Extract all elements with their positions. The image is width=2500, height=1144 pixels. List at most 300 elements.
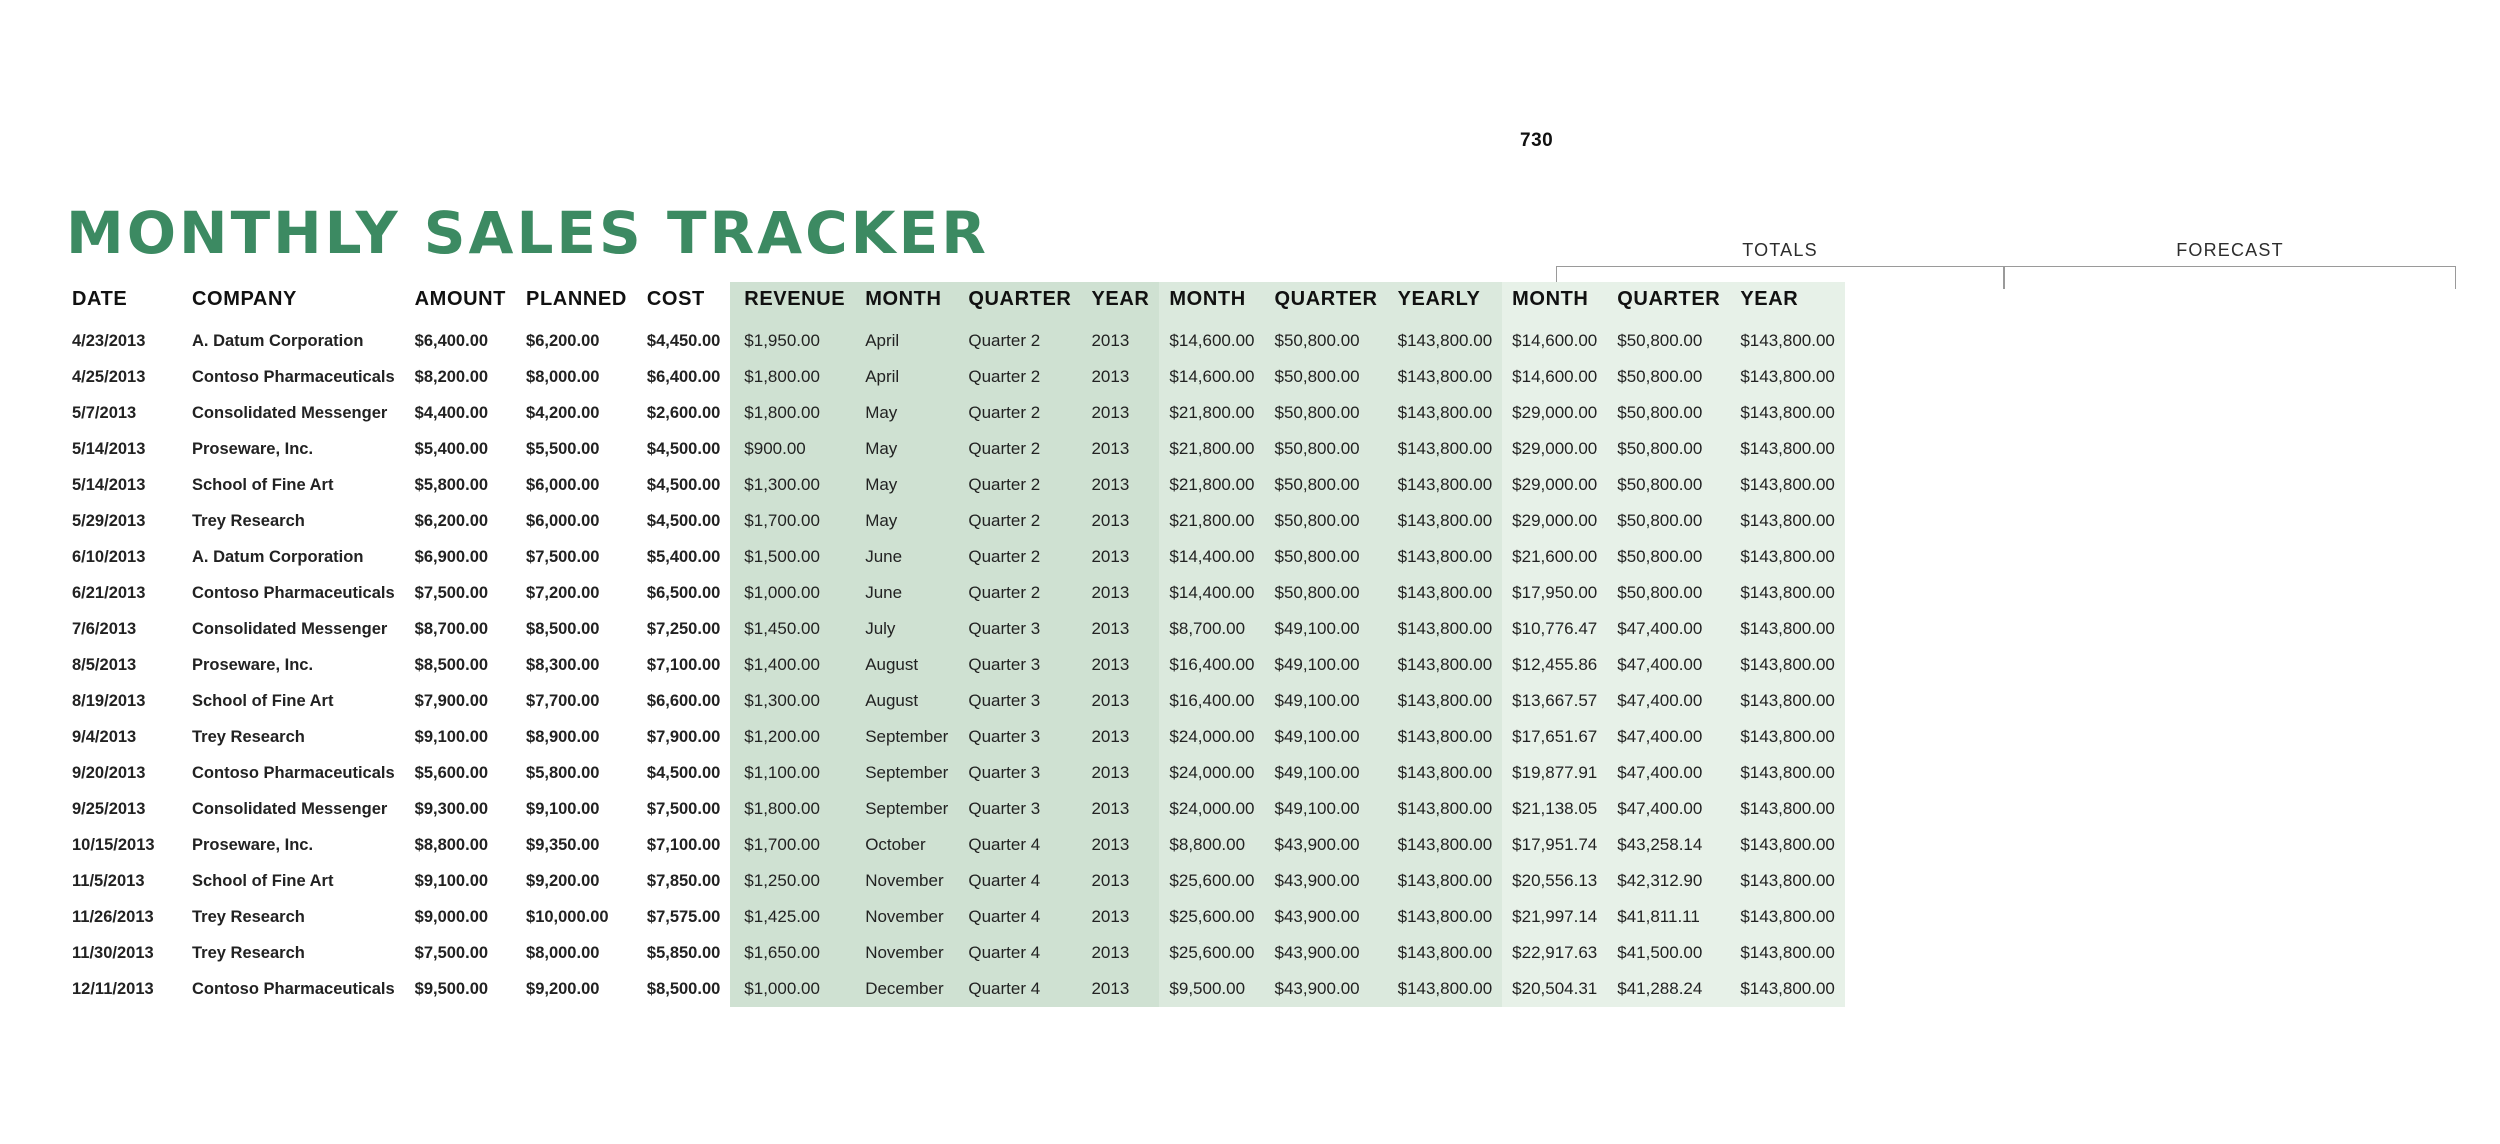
cell-year[interactable]: 2013	[1081, 611, 1159, 647]
cell-totals-month[interactable]: $14,400.00	[1159, 539, 1264, 575]
cell-date[interactable]: 12/11/2013	[72, 979, 154, 998]
column-header-forecast-quarter[interactable]: QUARTER	[1607, 282, 1730, 323]
cell-totals-quarter[interactable]: $43,900.00	[1265, 827, 1388, 863]
cell-cost[interactable]: $6,500.00	[646, 583, 721, 602]
cell-revenue[interactable]: $1,100.00	[730, 755, 855, 791]
cell-totals-quarter[interactable]: $50,800.00	[1265, 395, 1388, 431]
cell-forecast-quarter[interactable]: $50,800.00	[1607, 467, 1730, 503]
cell-forecast-year[interactable]: $143,800.00	[1730, 395, 1845, 431]
cell-planned[interactable]: $5,500.00	[526, 439, 600, 458]
cell-totals-yearly[interactable]: $143,800.00	[1388, 539, 1503, 575]
cell-revenue[interactable]: $1,500.00	[730, 539, 855, 575]
cell-quarter[interactable]: Quarter 3	[958, 755, 1081, 791]
cell-forecast-month[interactable]: $29,000.00	[1502, 467, 1607, 503]
cell-amount[interactable]: $4,400.00	[414, 403, 489, 422]
cell-totals-yearly[interactable]: $143,800.00	[1388, 395, 1503, 431]
cell-forecast-quarter[interactable]: $50,800.00	[1607, 323, 1730, 359]
cell-month[interactable]: June	[855, 539, 958, 575]
cell-cost[interactable]: $2,600.00	[646, 403, 721, 422]
cell-company[interactable]: Contoso Pharmaceuticals	[192, 763, 395, 782]
cell-forecast-quarter[interactable]: $41,500.00	[1607, 935, 1730, 971]
cell-totals-quarter[interactable]: $50,800.00	[1265, 539, 1388, 575]
cell-revenue[interactable]: $1,800.00	[730, 395, 855, 431]
cell-forecast-quarter[interactable]: $50,800.00	[1607, 359, 1730, 395]
cell-quarter[interactable]: Quarter 3	[958, 647, 1081, 683]
cell-forecast-year[interactable]: $143,800.00	[1730, 719, 1845, 755]
cell-company[interactable]: Contoso Pharmaceuticals	[192, 367, 395, 386]
cell-date[interactable]: 11/30/2013	[72, 943, 154, 962]
cell-month[interactable]: April	[855, 323, 958, 359]
cell-totals-quarter[interactable]: $50,800.00	[1265, 359, 1388, 395]
cell-cost[interactable]: $4,500.00	[646, 439, 721, 458]
cell-amount[interactable]: $9,000.00	[414, 907, 489, 926]
cell-totals-quarter[interactable]: $50,800.00	[1265, 575, 1388, 611]
column-header-month[interactable]: MONTH	[855, 282, 958, 323]
cell-month[interactable]: May	[855, 467, 958, 503]
cell-forecast-month[interactable]: $19,877.91	[1502, 755, 1607, 791]
cell-quarter[interactable]: Quarter 3	[958, 683, 1081, 719]
cell-amount[interactable]: $6,900.00	[414, 547, 489, 566]
cell-totals-month[interactable]: $9,500.00	[1159, 971, 1264, 1007]
cell-totals-quarter[interactable]: $49,100.00	[1265, 683, 1388, 719]
cell-planned[interactable]: $9,200.00	[526, 871, 600, 890]
cell-totals-quarter[interactable]: $50,800.00	[1265, 323, 1388, 359]
cell-quarter[interactable]: Quarter 4	[958, 899, 1081, 935]
cell-month[interactable]: May	[855, 395, 958, 431]
cell-cost[interactable]: $4,500.00	[646, 475, 721, 494]
cell-forecast-month[interactable]: $10,776.47	[1502, 611, 1607, 647]
cell-cost[interactable]: $7,500.00	[646, 799, 721, 818]
cell-totals-month[interactable]: $24,000.00	[1159, 755, 1264, 791]
cell-quarter[interactable]: Quarter 2	[958, 539, 1081, 575]
cell-date[interactable]: 4/25/2013	[72, 367, 146, 386]
cell-totals-yearly[interactable]: $143,800.00	[1388, 503, 1503, 539]
cell-company[interactable]: Consolidated Messenger	[192, 403, 388, 422]
cell-amount[interactable]: $8,700.00	[414, 619, 489, 638]
cell-totals-month[interactable]: $8,800.00	[1159, 827, 1264, 863]
cell-forecast-year[interactable]: $143,800.00	[1730, 575, 1845, 611]
cell-totals-yearly[interactable]: $143,800.00	[1388, 359, 1503, 395]
cell-planned[interactable]: $7,500.00	[526, 547, 600, 566]
cell-revenue[interactable]: $1,650.00	[730, 935, 855, 971]
cell-totals-month[interactable]: $24,000.00	[1159, 719, 1264, 755]
cell-date[interactable]: 5/29/2013	[72, 511, 146, 530]
cell-forecast-quarter[interactable]: $47,400.00	[1607, 647, 1730, 683]
cell-planned[interactable]: $6,000.00	[526, 511, 600, 530]
cell-month[interactable]: August	[855, 647, 958, 683]
cell-forecast-quarter[interactable]: $50,800.00	[1607, 431, 1730, 467]
cell-revenue[interactable]: $1,200.00	[730, 719, 855, 755]
column-header-date[interactable]: DATE	[72, 288, 128, 310]
cell-year[interactable]: 2013	[1081, 719, 1159, 755]
cell-totals-month[interactable]: $21,800.00	[1159, 467, 1264, 503]
cell-totals-month[interactable]: $16,400.00	[1159, 647, 1264, 683]
cell-planned[interactable]: $8,000.00	[526, 943, 600, 962]
cell-date[interactable]: 10/15/2013	[72, 835, 155, 854]
cell-totals-quarter[interactable]: $49,100.00	[1265, 791, 1388, 827]
cell-quarter[interactable]: Quarter 2	[958, 395, 1081, 431]
cell-company[interactable]: Contoso Pharmaceuticals	[192, 979, 395, 998]
cell-revenue[interactable]: $1,450.00	[730, 611, 855, 647]
column-header-company[interactable]: COMPANY	[192, 288, 297, 310]
column-header-totals-quarter[interactable]: QUARTER	[1265, 282, 1388, 323]
cell-cost[interactable]: $7,850.00	[646, 871, 721, 890]
cell-year[interactable]: 2013	[1081, 971, 1159, 1007]
cell-month[interactable]: December	[855, 971, 958, 1007]
cell-date[interactable]: 8/19/2013	[72, 691, 146, 710]
cell-month[interactable]: November	[855, 863, 958, 899]
cell-cost[interactable]: $5,400.00	[646, 547, 721, 566]
cell-forecast-year[interactable]: $143,800.00	[1730, 899, 1845, 935]
cell-date[interactable]: 7/6/2013	[72, 619, 137, 638]
cell-forecast-year[interactable]: $143,800.00	[1730, 431, 1845, 467]
cell-forecast-quarter[interactable]: $42,312.90	[1607, 863, 1730, 899]
cell-totals-yearly[interactable]: $143,800.00	[1388, 323, 1503, 359]
cell-totals-yearly[interactable]: $143,800.00	[1388, 647, 1503, 683]
cell-year[interactable]: 2013	[1081, 827, 1159, 863]
cell-totals-yearly[interactable]: $143,800.00	[1388, 827, 1503, 863]
cell-date[interactable]: 8/5/2013	[72, 655, 137, 674]
column-header-forecast-year[interactable]: YEAR	[1730, 282, 1845, 323]
cell-planned[interactable]: $9,350.00	[526, 835, 600, 854]
cell-company[interactable]: School of Fine Art	[192, 475, 334, 494]
cell-amount[interactable]: $9,100.00	[414, 871, 489, 890]
cell-company[interactable]: Proseware, Inc.	[192, 835, 314, 854]
cell-month[interactable]: September	[855, 755, 958, 791]
cell-forecast-quarter[interactable]: $50,800.00	[1607, 503, 1730, 539]
cell-forecast-month[interactable]: $17,950.00	[1502, 575, 1607, 611]
cell-totals-month[interactable]: $8,700.00	[1159, 611, 1264, 647]
cell-revenue[interactable]: $1,425.00	[730, 899, 855, 935]
cell-company[interactable]: Proseware, Inc.	[192, 439, 314, 458]
cell-company[interactable]: Trey Research	[192, 511, 305, 530]
cell-forecast-month[interactable]: $13,667.57	[1502, 683, 1607, 719]
cell-totals-quarter[interactable]: $50,800.00	[1265, 503, 1388, 539]
cell-planned[interactable]: $9,100.00	[526, 799, 600, 818]
cell-quarter[interactable]: Quarter 3	[958, 791, 1081, 827]
cell-revenue[interactable]: $1,700.00	[730, 503, 855, 539]
cell-amount[interactable]: $7,900.00	[414, 691, 489, 710]
cell-year[interactable]: 2013	[1081, 791, 1159, 827]
cell-forecast-quarter[interactable]: $47,400.00	[1607, 683, 1730, 719]
cell-year[interactable]: 2013	[1081, 863, 1159, 899]
cell-forecast-month[interactable]: $20,504.31	[1502, 971, 1607, 1007]
cell-date[interactable]: 5/14/2013	[72, 475, 146, 494]
cell-planned[interactable]: $6,000.00	[526, 475, 600, 494]
cell-revenue[interactable]: $1,400.00	[730, 647, 855, 683]
cell-forecast-year[interactable]: $143,800.00	[1730, 647, 1845, 683]
cell-revenue[interactable]: $1,700.00	[730, 827, 855, 863]
cell-amount[interactable]: $7,500.00	[414, 943, 489, 962]
cell-date[interactable]: 4/23/2013	[72, 331, 146, 350]
cell-totals-month[interactable]: $25,600.00	[1159, 935, 1264, 971]
cell-forecast-year[interactable]: $143,800.00	[1730, 935, 1845, 971]
cell-totals-quarter[interactable]: $49,100.00	[1265, 647, 1388, 683]
cell-year[interactable]: 2013	[1081, 359, 1159, 395]
cell-month[interactable]: May	[855, 431, 958, 467]
cell-forecast-year[interactable]: $143,800.00	[1730, 359, 1845, 395]
cell-forecast-year[interactable]: $143,800.00	[1730, 863, 1845, 899]
cell-totals-yearly[interactable]: $143,800.00	[1388, 611, 1503, 647]
cell-revenue[interactable]: $1,300.00	[730, 683, 855, 719]
cell-planned[interactable]: $7,200.00	[526, 583, 600, 602]
cell-totals-quarter[interactable]: $43,900.00	[1265, 935, 1388, 971]
cell-totals-yearly[interactable]: $143,800.00	[1388, 683, 1503, 719]
cell-forecast-month[interactable]: $17,951.74	[1502, 827, 1607, 863]
cell-revenue[interactable]: $1,000.00	[730, 575, 855, 611]
cell-forecast-year[interactable]: $143,800.00	[1730, 323, 1845, 359]
cell-totals-yearly[interactable]: $143,800.00	[1388, 863, 1503, 899]
cell-planned[interactable]: $6,200.00	[526, 331, 600, 350]
cell-totals-yearly[interactable]: $143,800.00	[1388, 791, 1503, 827]
cell-date[interactable]: 9/25/2013	[72, 799, 146, 818]
cell-month[interactable]: July	[855, 611, 958, 647]
cell-forecast-year[interactable]: $143,800.00	[1730, 503, 1845, 539]
cell-company[interactable]: A. Datum Corporation	[192, 331, 364, 350]
cell-month[interactable]: September	[855, 719, 958, 755]
cell-month[interactable]: August	[855, 683, 958, 719]
cell-date[interactable]: 11/26/2013	[72, 907, 154, 926]
cell-totals-quarter[interactable]: $50,800.00	[1265, 467, 1388, 503]
cell-company[interactable]: School of Fine Art	[192, 691, 334, 710]
cell-planned[interactable]: $8,000.00	[526, 367, 600, 386]
cell-forecast-month[interactable]: $17,651.67	[1502, 719, 1607, 755]
cell-quarter[interactable]: Quarter 2	[958, 575, 1081, 611]
cell-planned[interactable]: $8,900.00	[526, 727, 600, 746]
cell-amount[interactable]: $5,400.00	[414, 439, 489, 458]
cell-amount[interactable]: $7,500.00	[414, 583, 489, 602]
cell-totals-yearly[interactable]: $143,800.00	[1388, 755, 1503, 791]
cell-company[interactable]: A. Datum Corporation	[192, 547, 364, 566]
cell-forecast-quarter[interactable]: $43,258.14	[1607, 827, 1730, 863]
cell-forecast-quarter[interactable]: $47,400.00	[1607, 755, 1730, 791]
cell-cost[interactable]: $6,600.00	[646, 691, 721, 710]
cell-date[interactable]: 6/10/2013	[72, 547, 146, 566]
cell-forecast-quarter[interactable]: $41,811.11	[1607, 899, 1730, 935]
cell-year[interactable]: 2013	[1081, 647, 1159, 683]
cell-year[interactable]: 2013	[1081, 899, 1159, 935]
cell-revenue[interactable]: $1,950.00	[730, 323, 855, 359]
cell-month[interactable]: September	[855, 791, 958, 827]
cell-quarter[interactable]: Quarter 3	[958, 719, 1081, 755]
cell-quarter[interactable]: Quarter 4	[958, 827, 1081, 863]
cell-quarter[interactable]: Quarter 4	[958, 935, 1081, 971]
cell-forecast-year[interactable]: $143,800.00	[1730, 683, 1845, 719]
column-header-revenue[interactable]: REVENUE	[730, 282, 855, 323]
cell-totals-yearly[interactable]: $143,800.00	[1388, 431, 1503, 467]
cell-company[interactable]: Consolidated Messenger	[192, 799, 388, 818]
cell-year[interactable]: 2013	[1081, 575, 1159, 611]
cell-totals-quarter[interactable]: $49,100.00	[1265, 755, 1388, 791]
cell-month[interactable]: May	[855, 503, 958, 539]
cell-forecast-year[interactable]: $143,800.00	[1730, 539, 1845, 575]
cell-cost[interactable]: $7,100.00	[646, 655, 721, 674]
cell-revenue[interactable]: $1,250.00	[730, 863, 855, 899]
cell-revenue[interactable]: $900.00	[730, 431, 855, 467]
cell-forecast-quarter[interactable]: $50,800.00	[1607, 539, 1730, 575]
cell-forecast-quarter[interactable]: $50,800.00	[1607, 395, 1730, 431]
cell-date[interactable]: 9/4/2013	[72, 727, 137, 746]
cell-amount[interactable]: $5,600.00	[414, 763, 489, 782]
cell-date[interactable]: 9/20/2013	[72, 763, 146, 782]
cell-year[interactable]: 2013	[1081, 323, 1159, 359]
cell-year[interactable]: 2013	[1081, 755, 1159, 791]
cell-totals-yearly[interactable]: $143,800.00	[1388, 719, 1503, 755]
cell-company[interactable]: Contoso Pharmaceuticals	[192, 583, 395, 602]
cell-forecast-year[interactable]: $143,800.00	[1730, 611, 1845, 647]
cell-month[interactable]: April	[855, 359, 958, 395]
column-header-quarter[interactable]: QUARTER	[958, 282, 1081, 323]
cell-company[interactable]: Trey Research	[192, 943, 305, 962]
cell-year[interactable]: 2013	[1081, 503, 1159, 539]
cell-totals-quarter[interactable]: $43,900.00	[1265, 971, 1388, 1007]
cell-revenue[interactable]: $1,300.00	[730, 467, 855, 503]
cell-quarter[interactable]: Quarter 2	[958, 467, 1081, 503]
cell-quarter[interactable]: Quarter 2	[958, 359, 1081, 395]
cell-planned[interactable]: $9,200.00	[526, 979, 600, 998]
cell-planned[interactable]: $8,300.00	[526, 655, 600, 674]
cell-amount[interactable]: $9,300.00	[414, 799, 489, 818]
cell-totals-yearly[interactable]: $143,800.00	[1388, 899, 1503, 935]
cell-cost[interactable]: $4,500.00	[646, 763, 721, 782]
cell-company[interactable]: Proseware, Inc.	[192, 655, 314, 674]
cell-year[interactable]: 2013	[1081, 935, 1159, 971]
cell-date[interactable]: 5/7/2013	[72, 403, 137, 422]
cell-forecast-quarter[interactable]: $47,400.00	[1607, 611, 1730, 647]
cell-forecast-year[interactable]: $143,800.00	[1730, 791, 1845, 827]
cell-totals-quarter[interactable]: $50,800.00	[1265, 431, 1388, 467]
cell-totals-yearly[interactable]: $143,800.00	[1388, 971, 1503, 1007]
cell-totals-quarter[interactable]: $43,900.00	[1265, 899, 1388, 935]
cell-planned[interactable]: $10,000.00	[526, 907, 609, 926]
cell-year[interactable]: 2013	[1081, 467, 1159, 503]
cell-totals-yearly[interactable]: $143,800.00	[1388, 935, 1503, 971]
cell-forecast-year[interactable]: $143,800.00	[1730, 827, 1845, 863]
column-header-planned[interactable]: PLANNED	[526, 288, 627, 310]
cell-forecast-month[interactable]: $29,000.00	[1502, 431, 1607, 467]
cell-totals-month[interactable]: $24,000.00	[1159, 791, 1264, 827]
cell-revenue[interactable]: $1,800.00	[730, 791, 855, 827]
cell-company[interactable]: Trey Research	[192, 727, 305, 746]
cell-date[interactable]: 6/21/2013	[72, 583, 146, 602]
cell-forecast-month[interactable]: $14,600.00	[1502, 323, 1607, 359]
cell-forecast-year[interactable]: $143,800.00	[1730, 755, 1845, 791]
cell-forecast-month[interactable]: $22,917.63	[1502, 935, 1607, 971]
cell-totals-yearly[interactable]: $143,800.00	[1388, 467, 1503, 503]
cell-cost[interactable]: $7,100.00	[646, 835, 721, 854]
cell-month[interactable]: October	[855, 827, 958, 863]
cell-quarter[interactable]: Quarter 2	[958, 431, 1081, 467]
column-header-forecast-month[interactable]: MONTH	[1502, 282, 1607, 323]
cell-company[interactable]: Consolidated Messenger	[192, 619, 388, 638]
cell-amount[interactable]: $5,800.00	[414, 475, 489, 494]
cell-amount[interactable]: $8,500.00	[414, 655, 489, 674]
cell-totals-quarter[interactable]: $49,100.00	[1265, 611, 1388, 647]
column-header-amount[interactable]: AMOUNT	[414, 288, 507, 310]
cell-totals-month[interactable]: $25,600.00	[1159, 863, 1264, 899]
cell-cost[interactable]: $6,400.00	[646, 367, 721, 386]
cell-forecast-month[interactable]: $21,997.14	[1502, 899, 1607, 935]
cell-year[interactable]: 2013	[1081, 395, 1159, 431]
cell-forecast-year[interactable]: $143,800.00	[1730, 467, 1845, 503]
cell-year[interactable]: 2013	[1081, 683, 1159, 719]
cell-totals-quarter[interactable]: $49,100.00	[1265, 719, 1388, 755]
cell-forecast-month[interactable]: $21,600.00	[1502, 539, 1607, 575]
cell-month[interactable]: November	[855, 935, 958, 971]
cell-cost[interactable]: $4,450.00	[646, 331, 721, 350]
cell-company[interactable]: Trey Research	[192, 907, 305, 926]
cell-totals-month[interactable]: $14,400.00	[1159, 575, 1264, 611]
cell-month[interactable]: November	[855, 899, 958, 935]
cell-totals-month[interactable]: $21,800.00	[1159, 395, 1264, 431]
cell-totals-month[interactable]: $21,800.00	[1159, 431, 1264, 467]
cell-totals-month[interactable]: $21,800.00	[1159, 503, 1264, 539]
cell-planned[interactable]: $8,500.00	[526, 619, 600, 638]
cell-forecast-quarter[interactable]: $41,288.24	[1607, 971, 1730, 1007]
cell-amount[interactable]: $6,200.00	[414, 511, 489, 530]
cell-forecast-month[interactable]: $29,000.00	[1502, 503, 1607, 539]
cell-forecast-year[interactable]: $143,800.00	[1730, 971, 1845, 1007]
cell-amount[interactable]: $9,100.00	[414, 727, 489, 746]
cell-forecast-quarter[interactable]: $47,400.00	[1607, 791, 1730, 827]
column-header-year[interactable]: YEAR	[1081, 282, 1159, 323]
cell-year[interactable]: 2013	[1081, 431, 1159, 467]
column-header-totals-yearly[interactable]: YEARLY	[1388, 282, 1503, 323]
cell-totals-yearly[interactable]: $143,800.00	[1388, 575, 1503, 611]
cell-forecast-month[interactable]: $14,600.00	[1502, 359, 1607, 395]
cell-cost[interactable]: $7,575.00	[646, 907, 721, 926]
cell-totals-month[interactable]: $25,600.00	[1159, 899, 1264, 935]
cell-amount[interactable]: $8,200.00	[414, 367, 489, 386]
cell-planned[interactable]: $7,700.00	[526, 691, 600, 710]
cell-forecast-month[interactable]: $29,000.00	[1502, 395, 1607, 431]
column-header-cost[interactable]: COST	[646, 288, 705, 310]
cell-forecast-month[interactable]: $21,138.05	[1502, 791, 1607, 827]
cell-cost[interactable]: $5,850.00	[646, 943, 721, 962]
cell-month[interactable]: June	[855, 575, 958, 611]
cell-planned[interactable]: $4,200.00	[526, 403, 600, 422]
cell-amount[interactable]: $8,800.00	[414, 835, 489, 854]
cell-company[interactable]: School of Fine Art	[192, 871, 334, 890]
cell-quarter[interactable]: Quarter 4	[958, 863, 1081, 899]
cell-cost[interactable]: $8,500.00	[646, 979, 721, 998]
cell-totals-month[interactable]: $14,600.00	[1159, 323, 1264, 359]
cell-amount[interactable]: $6,400.00	[414, 331, 489, 350]
cell-revenue[interactable]: $1,800.00	[730, 359, 855, 395]
cell-amount[interactable]: $9,500.00	[414, 979, 489, 998]
cell-totals-month[interactable]: $14,600.00	[1159, 359, 1264, 395]
cell-forecast-month[interactable]: $20,556.13	[1502, 863, 1607, 899]
cell-forecast-month[interactable]: $12,455.86	[1502, 647, 1607, 683]
cell-cost[interactable]: $7,900.00	[646, 727, 721, 746]
cell-date[interactable]: 11/5/2013	[72, 871, 145, 890]
cell-forecast-quarter[interactable]: $50,800.00	[1607, 575, 1730, 611]
column-header-totals-month[interactable]: MONTH	[1159, 282, 1264, 323]
cell-quarter[interactable]: Quarter 4	[958, 971, 1081, 1007]
cell-planned[interactable]: $5,800.00	[526, 763, 600, 782]
cell-forecast-quarter[interactable]: $47,400.00	[1607, 719, 1730, 755]
cell-revenue[interactable]: $1,000.00	[730, 971, 855, 1007]
cell-quarter[interactable]: Quarter 3	[958, 611, 1081, 647]
cell-totals-quarter[interactable]: $43,900.00	[1265, 863, 1388, 899]
cell-cost[interactable]: $4,500.00	[646, 511, 721, 530]
cell-cost[interactable]: $7,250.00	[646, 619, 721, 638]
cell-quarter[interactable]: Quarter 2	[958, 323, 1081, 359]
cell-quarter[interactable]: Quarter 2	[958, 503, 1081, 539]
cell-year[interactable]: 2013	[1081, 539, 1159, 575]
cell-totals-month[interactable]: $16,400.00	[1159, 683, 1264, 719]
cell-date[interactable]: 5/14/2013	[72, 439, 146, 458]
